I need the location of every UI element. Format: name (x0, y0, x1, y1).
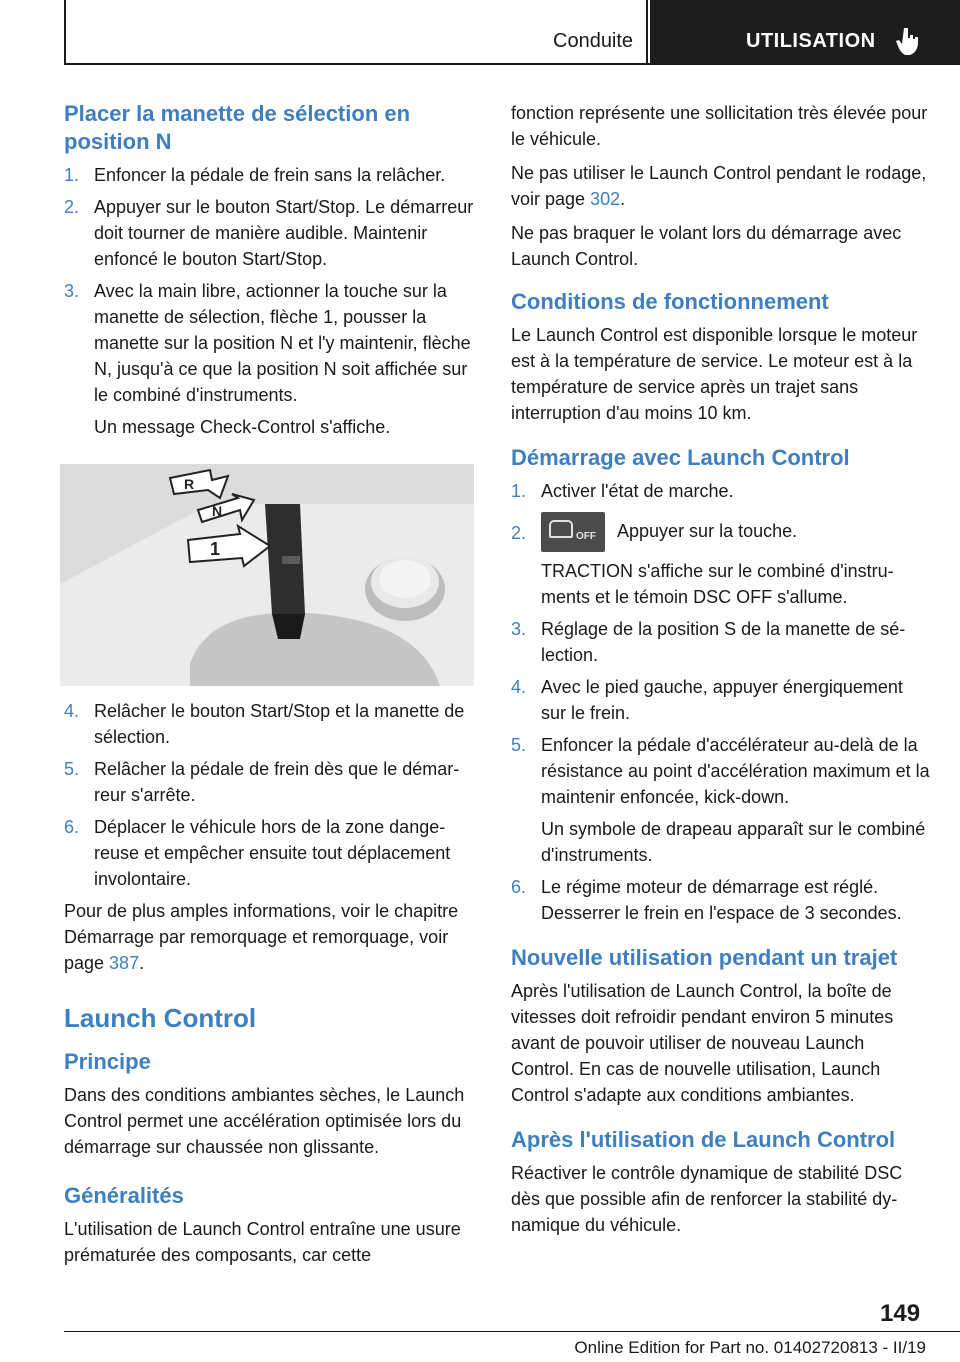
list-item (64, 278, 484, 408)
step-text: Relâcher le bouton Start/Stop et la manette de sélection. (94, 701, 465, 747)
list-item (511, 874, 931, 926)
list-item (511, 512, 931, 552)
header-rule (64, 63, 960, 65)
footer-rule (64, 1331, 960, 1332)
list-item (64, 814, 484, 892)
generalites-continued: fonction représente une sollicitation très élevée pour le véhicule. (511, 103, 928, 149)
list-item (511, 478, 931, 504)
step-number: 3. (64, 281, 80, 301)
list-item (511, 732, 931, 810)
step-number: 3. (511, 619, 527, 639)
heading-nouvelle-utilisation: Nouvelle utilisation pendant un trajet (511, 945, 898, 970)
nouvelle-text: Après l'utilisation de Launch Control, la boîte de vitesses doit refroidir pendant environ 5 minutes avant de pouvoir utiliser de nouveau Launch Control. En cas de nouvelle utilisation, Launch Control s'adapte aux conditions ambiantes. (511, 981, 894, 1105)
volant-text: Ne pas braquer le volant lors du démarrage avec Launch Control. (511, 223, 902, 269)
step-note: TRACTION s'affiche sur le combiné d'instruments et le témoin DSC OFF s'allume. (541, 561, 894, 607)
step-number: 2. (511, 523, 527, 543)
header-chapter-tab (650, 0, 960, 63)
label-r: R (184, 476, 195, 492)
list-item (64, 756, 484, 808)
step-text: Appuyer sur la touche. (617, 520, 798, 541)
heading-generalites: Généralités (64, 1183, 184, 1208)
step-text: Déplacer le véhicule hors de la zone dangereuse et empêcher ensuite tout déplacement involontaire. (94, 817, 451, 889)
step-number: 2. (64, 197, 80, 217)
step-number: 6. (511, 877, 527, 897)
footer-edition: Online Edition for Part no. 01402720813 - II/19 (574, 1338, 926, 1357)
car-skid-icon (549, 520, 573, 538)
label-n: N (212, 503, 223, 519)
step-text: Enfoncer la pédale de frein sans la relâcher. (94, 165, 446, 185)
dsc-off-label: OFF (576, 531, 596, 542)
rodage-text: Ne pas utiliser le Launch Control pendant le rodage, voir page (511, 163, 927, 209)
step-text: Enfoncer la pédale d'accélérateur au-delà de la résistance au point d'accélération maximum et la maintenir enfoncée, kick-down. (541, 735, 930, 807)
right-column (511, 100, 931, 1246)
page-link-387[interactable]: 387 (109, 953, 140, 973)
principe-text: Dans des conditions ambiantes sèches, le Launch Control permet une accélération optimisée lors du démarrage sur chaussée non glissante. (64, 1085, 465, 1157)
heading-principe: Principe (64, 1049, 151, 1074)
list-item (511, 674, 931, 726)
step-text: Activer l'état de marche. (541, 481, 734, 501)
step-number: 5. (64, 759, 80, 779)
page-link-302[interactable]: 302 (590, 189, 621, 209)
more-info-end: . (139, 953, 145, 973)
step-note: Un symbole de drapeau apparaît sur le combiné d'instruments. (541, 819, 926, 865)
list-item (64, 698, 484, 750)
generalites-text: L'utilisation de Launch Control entraîne une usure prématurée des composants, car cette (64, 1219, 461, 1265)
header-chapter-title: UTILISATION (746, 30, 876, 52)
gear-selector-photo (60, 464, 474, 686)
step-number: 1. (511, 481, 527, 501)
step-number: 6. (64, 817, 80, 837)
more-info-paragraph (64, 898, 484, 976)
heading-conditions: Conditions de fonctionnement (511, 289, 829, 314)
conditions-text: Le Launch Control est disponible lorsque le moteur est à la température de service. Le moteur est à la température de service après un trajet sans interruption d'au moins 10 km. (511, 325, 918, 423)
apres-text: Réactiver le contrôle dynamique de stabilité DSC dès que possible afin de renforcer la stabilité dynamique du véhicule. (511, 1163, 903, 1235)
step-text: Avec la main libre, actionner la touche sur la manette de sélection, flèche 1, pousser la manette sur la position N et l'y maintenir, flèche N, jusqu'à ce que la position N soit affichée sur le combiné d'instruments. (94, 281, 471, 405)
header-section-title: Conduite (553, 30, 634, 52)
step-text: Appuyer sur le bouton Start/Stop. Le démarreur doit tourner de manière audible. Maintenir enfoncé le bouton Start/Stop. (94, 197, 474, 269)
heading-launch-control: Launch Control (64, 1003, 257, 1033)
list-item (511, 616, 931, 668)
label-arrow-1: 1 (210, 539, 221, 559)
step-number: 4. (511, 677, 527, 697)
dsc-off-button-icon (541, 512, 605, 552)
step-text: Relâcher la pédale de frein dès que le démarreur s'arrête. (94, 759, 460, 805)
hand-pointer-icon (896, 26, 922, 56)
heading-demarrage: Démarrage avec Launch Control (511, 445, 850, 470)
step-number: 4. (64, 701, 80, 721)
step-note: Un message Check-Control s'affiche. (94, 417, 391, 437)
step-text: Avec le pied gauche, appuyer énergiquement sur le frein. (541, 677, 903, 723)
step-text: Le régime moteur de démarrage est réglé. Desserrer le frein en l'espace de 3 secondes. (541, 877, 902, 923)
gear-selector-illustration (60, 464, 474, 686)
page-number: 149 (880, 1300, 921, 1327)
rodage-end: . (620, 189, 626, 209)
heading-apres-utilisation: Après l'utilisation de Launch Control (511, 1127, 896, 1152)
heading-place-n: Placer la manette de sélection en position N (64, 101, 411, 154)
step-text: Réglage de la position S de la manette de sélection. (541, 619, 906, 665)
step-number: 1. (64, 165, 80, 185)
list-item (64, 194, 484, 272)
list-item (64, 162, 484, 188)
rodage-paragraph (511, 160, 931, 212)
step-number: 5. (511, 735, 527, 755)
more-info-text: Pour de plus amples informations, voir le chapitre Démarrage par remorquage et remorquage, voir page (64, 901, 459, 973)
left-column (64, 100, 484, 1276)
